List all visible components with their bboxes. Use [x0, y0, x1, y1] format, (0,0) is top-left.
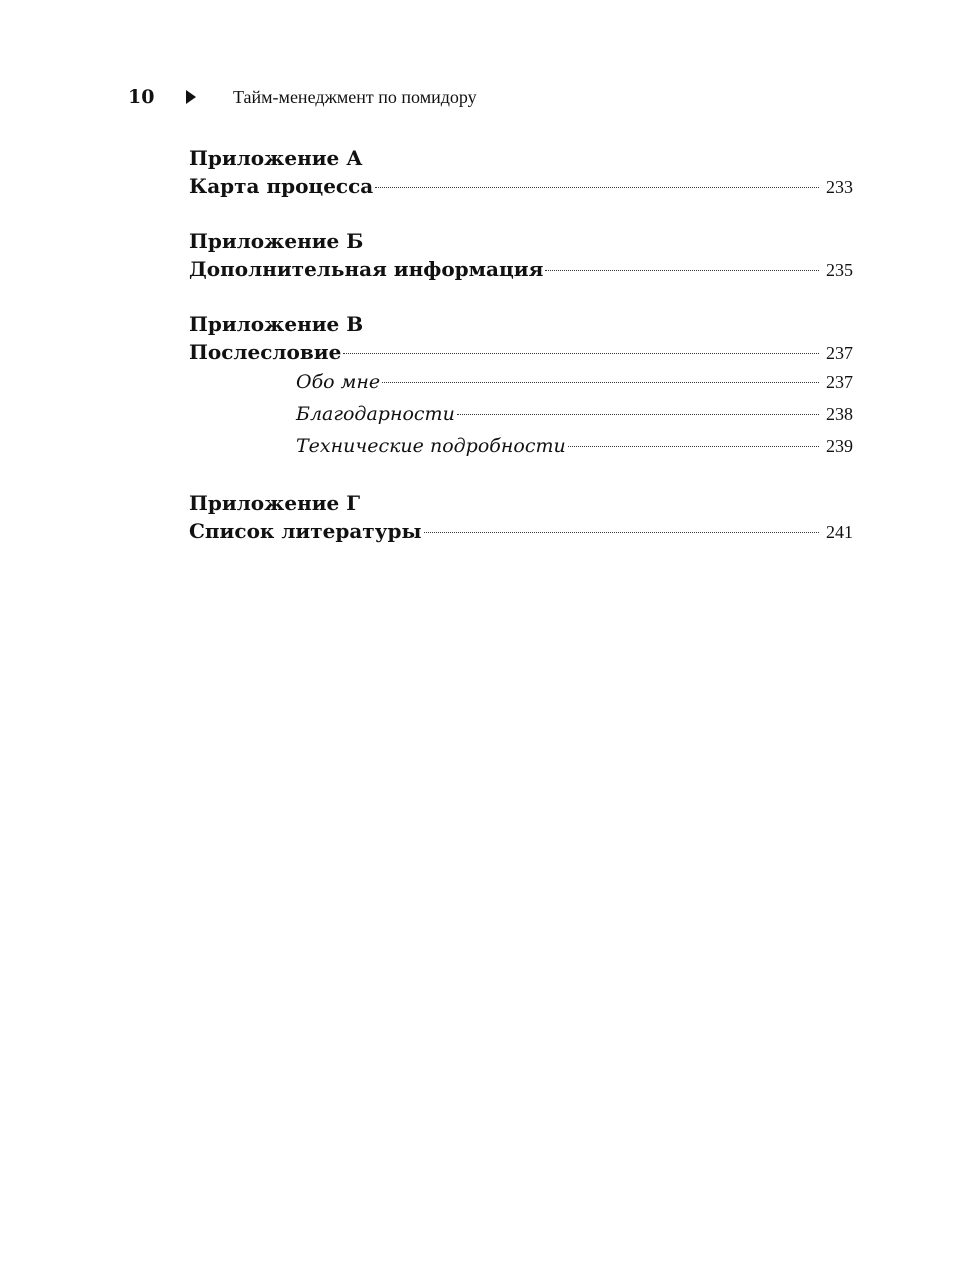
toc-entry[interactable]	[189, 338, 853, 366]
dot-leader	[343, 353, 819, 354]
dot-leader	[457, 414, 819, 415]
toc-entry-page: 237	[826, 343, 853, 363]
toc-subentry[interactable]	[189, 430, 853, 462]
toc-subentry[interactable]	[189, 366, 853, 398]
toc-subentry-title: Благодарности	[296, 403, 455, 425]
triangle-right-icon	[186, 90, 196, 104]
dot-leader	[375, 187, 819, 188]
toc-subentry[interactable]	[189, 398, 853, 430]
toc-entry-title: Послесловие	[189, 340, 342, 364]
page-number: 10	[128, 86, 155, 108]
toc-section-appendix-b	[189, 227, 853, 283]
book-title: Тайм-менеджмент по помидору	[233, 86, 477, 107]
toc-entry-title: Карта процесса	[189, 174, 374, 198]
appendix-label: Приложение Б	[189, 229, 364, 253]
toc-entry[interactable]	[189, 517, 853, 545]
toc-entry-page: 233	[826, 177, 853, 197]
dot-leader	[424, 532, 819, 533]
toc-subentry-page: 237	[826, 372, 853, 392]
toc-entry-title: Дополнительная информация	[189, 257, 544, 281]
dot-leader	[382, 382, 819, 383]
toc-subentry-page: 238	[826, 404, 853, 424]
toc-section-appendix-g	[189, 489, 853, 545]
dot-leader	[568, 446, 819, 447]
toc-entry[interactable]	[189, 172, 853, 200]
toc-subentry-page: 239	[826, 436, 853, 456]
toc-subentry-title: Технические подробности	[296, 435, 566, 457]
toc-entry-page: 235	[826, 260, 853, 280]
toc-entry-title: Список литературы	[189, 519, 422, 543]
toc-section-appendix-a	[189, 144, 853, 200]
toc-subentry-title: Обо мне	[296, 371, 381, 393]
appendix-label: Приложение Г	[189, 491, 361, 515]
appendix-label: Приложение А	[189, 146, 363, 170]
table-of-contents	[189, 144, 853, 572]
running-header	[128, 84, 477, 110]
appendix-label: Приложение В	[189, 312, 364, 336]
toc-entry-page: 241	[826, 522, 853, 542]
toc-section-appendix-v	[189, 310, 853, 462]
toc-entry[interactable]	[189, 255, 853, 283]
dot-leader	[545, 270, 819, 271]
